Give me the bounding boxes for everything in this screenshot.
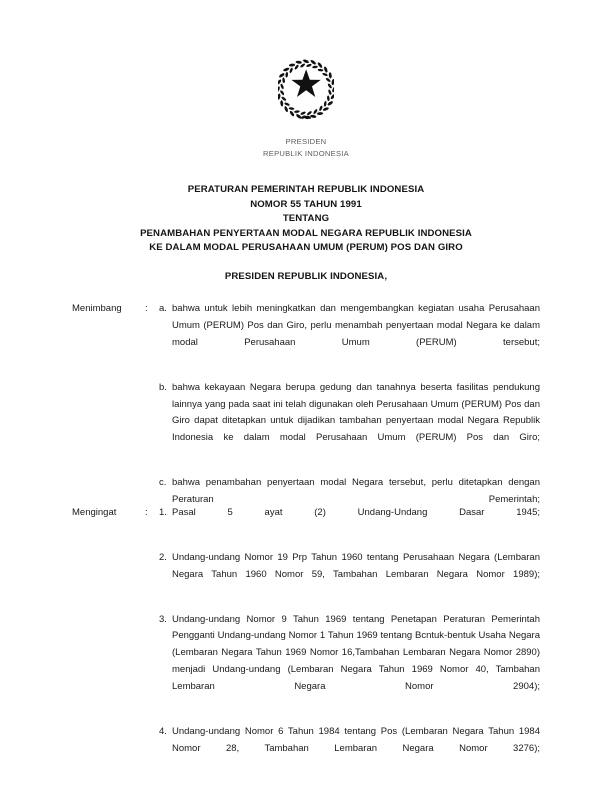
list-marker: 4.	[159, 725, 167, 737]
list-item	[159, 505, 540, 539]
list-marker: 2.	[159, 551, 167, 563]
crest-caption	[0, 136, 612, 159]
list-item	[159, 612, 540, 713]
section-colon-mengingat: :	[145, 507, 148, 518]
list-marker: b.	[159, 381, 167, 393]
title-line-subject-1: PENAMBAHAN PENYERTAAN MODAL NEGARA REPUBLIK INDONESIA	[140, 227, 472, 239]
crest-caption-line-2: REPUBLIK INDONESIA	[263, 148, 349, 158]
section-label-mengingat: Mengingat	[72, 507, 117, 518]
list-marker: c.	[159, 477, 167, 489]
document-title-block	[36, 183, 576, 256]
section-menimbang	[72, 301, 540, 526]
list-marker: 1.	[159, 507, 167, 518]
section-label-menimbang: Menimbang	[72, 303, 122, 314]
section-mengingat	[72, 505, 540, 775]
crest-caption-line-1: PRESIDEN	[285, 137, 327, 146]
list-text: Undang-undang Nomor 19 Prp Tahun 1960 tentang Perusahaan Negara (Lembaran Negara Tahun 1960 Nomor 59, Tambahan Lembaran Negara Nomor 1989);	[172, 551, 540, 580]
clause-row	[72, 505, 540, 775]
list-item	[159, 380, 540, 465]
section-items-menimbang	[159, 301, 540, 526]
list-text: bahwa penambahan penyertaan modal Negara tersebut, perlu ditetapkan dengan Peraturan Pemerintah;	[172, 477, 540, 506]
enacting-authority-line: PRESIDEN REPUBLIK INDONESIA,	[224, 271, 388, 282]
list-text: Undang-undang Nomor 9 Tahun 1969 tentang Penetapan Peraturan Pemerintah Pengganti Undang-undang Nomor 1 Tahun 1969 tentang Bcntuk-bentuk Usaha Negara (Lembaran Negara Tahun 1969 Nomor 16,Tambahan Lembaran Negara Nomor 2890) menjadi Undang-undang (Lembaran Negara Tahun 1969 Nomor 40, Tambahan Lembaran Negara Nomor 2904);	[172, 613, 540, 693]
list-marker: a.	[159, 303, 167, 314]
title-line-number-year: NOMOR 55 TAHUN 1991	[250, 198, 362, 210]
section-items-mengingat	[159, 505, 540, 775]
list-marker: 3.	[159, 613, 167, 625]
list-text: Pasal 5 ayat (2) Undang-Undang Dasar 1945;	[172, 507, 540, 518]
title-line-tentang: TENTANG	[282, 213, 330, 225]
list-text: Undang-undang Nomor 6 Tahun 1984 tentang Pos (Lembaran Negara Tahun 1984 Nomor 28, Tambahan Lembaran Negara Nomor 3276);	[172, 725, 540, 754]
title-line-subject-2: KE DALAM MODAL PERUSAHAAN UMUM (PERUM) POS DAN GIRO	[149, 242, 463, 254]
title-line-regulation-type: PERATURAN PEMERINTAH REPUBLIK INDONESIA	[187, 184, 425, 195]
list-item	[159, 550, 540, 601]
list-item	[159, 301, 540, 369]
list-item	[159, 724, 540, 775]
section-colon-menimbang: :	[145, 303, 148, 314]
list-text: bahwa kekayaan Negara berupa gedung dan tanahnya beserta fasilitas pendukung lainnya yang pada saat ini telah digunakan oleh Perusahaan Umum (PERUM) Pos dan Giro dapat ditetapkan untuk dijadikan tambahan penyertaan modal Negara Republik Indonesia ke dalam modal Perusahaan Umum (PERUM) Pos dan Giro;	[172, 381, 540, 444]
star-in-laurel-wreath-icon	[278, 48, 334, 134]
list-text: bahwa untuk lebih meningkatkan dan mengembangkan kegiatan usaha Perusahaan Umum (PERUM) Pos dan Giro, perlu menambah penyertaan modal Negara ke dalam modal Perusahaan Umum (PERUM) tersebut;	[172, 303, 540, 348]
clause-row	[72, 301, 540, 526]
presidential-crest-block	[0, 48, 612, 159]
